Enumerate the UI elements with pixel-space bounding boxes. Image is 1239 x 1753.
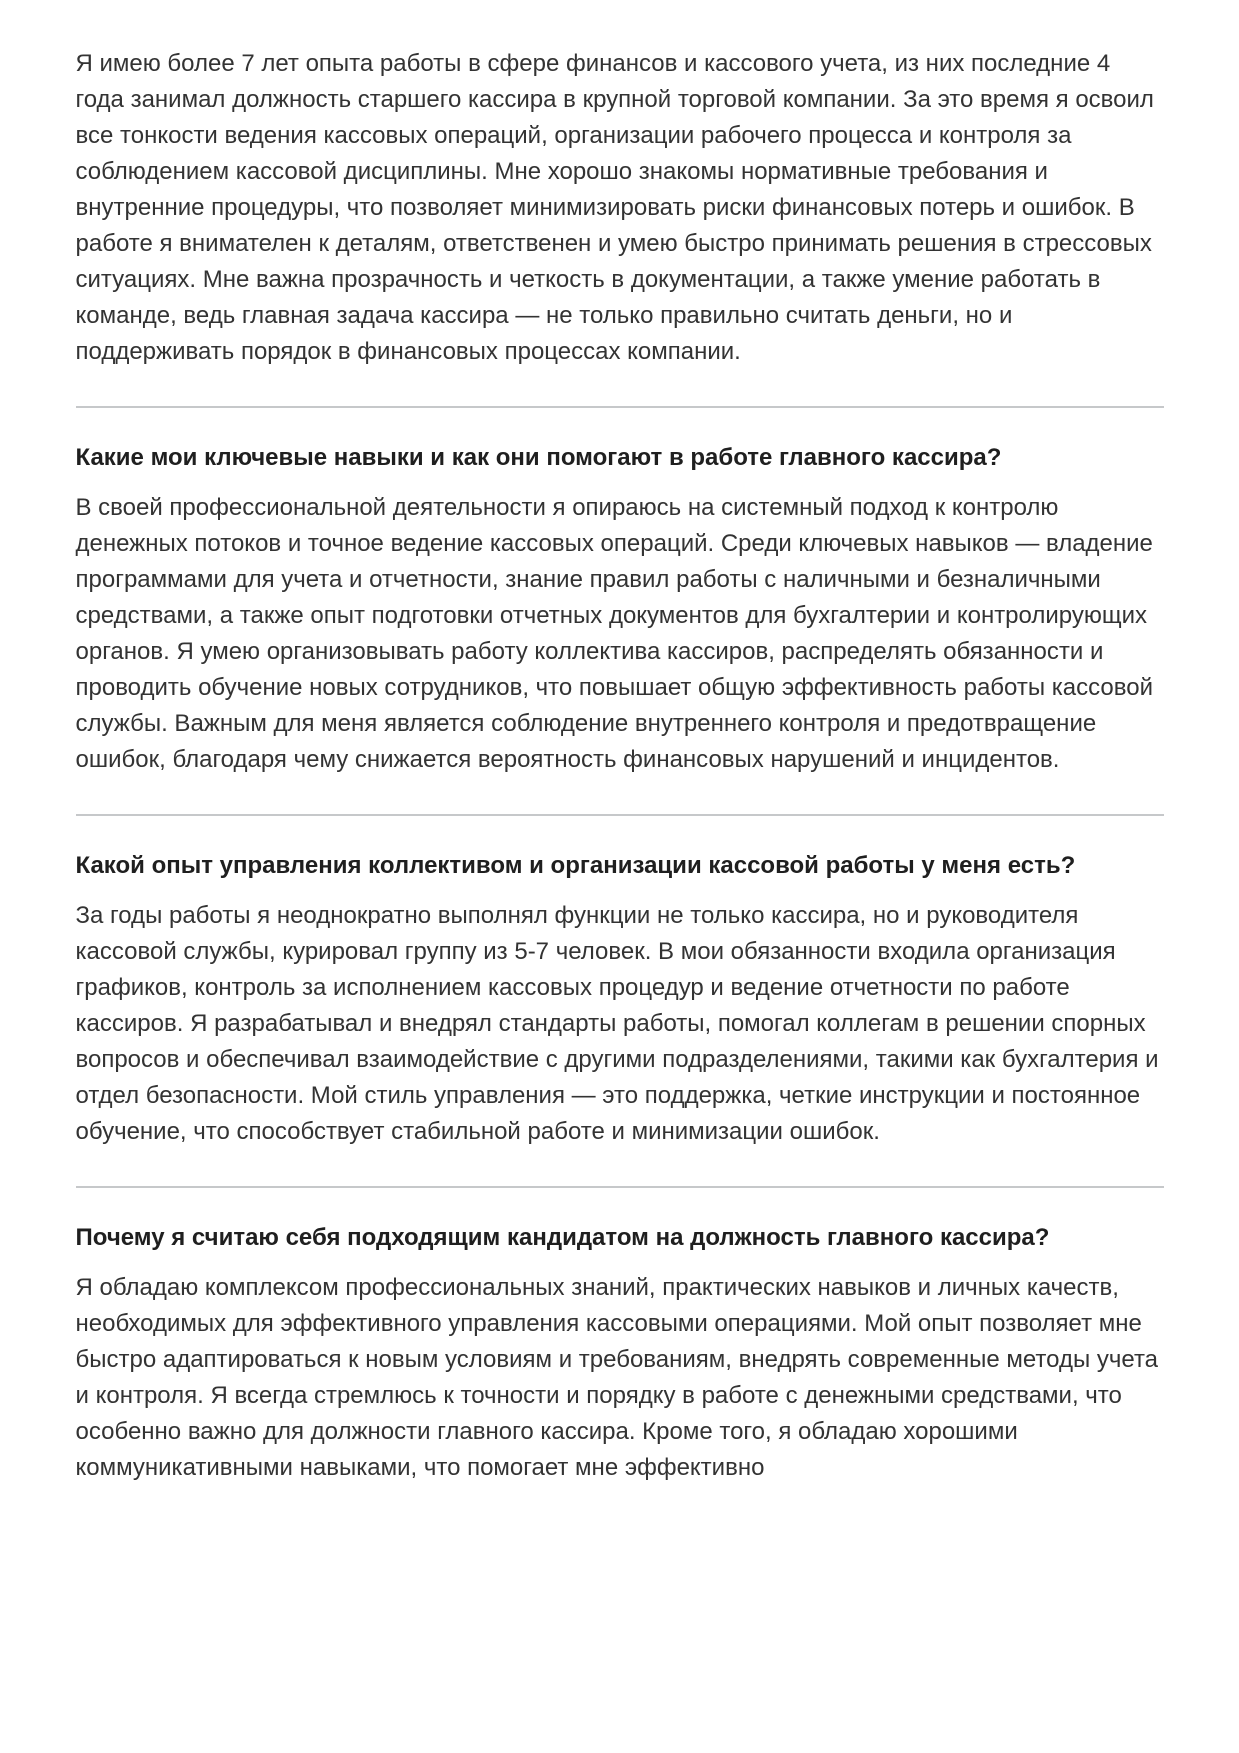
section-divider [76,1186,1164,1188]
document-body [76,0,1164,1486]
question-heading: Почему я считаю себя подходящим кандидатом на должность главного кассира? [75,1224,1050,1251]
section-divider [76,406,1164,408]
section-divider [76,814,1164,816]
answer-paragraph: За годы работы я неоднократно выполнял функции не только кассира, но и руководителя кассовой службы, курировал группу из 5-7 человек. В мои обязанности входила организация графиков, контроль за исполнением кассовых процедур и ведение отчетности по работе кассиров. Я разрабатывал и внедрял стандарты работы, помогал коллегам в решении спорных вопросов и обеспечивал взаимодействие с другими подразделениями, такими как бухгалтерия и отдел безопасности. Мой стиль управления — это поддержка, четкие инструкции и постоянное обучение, что способствует стабильной работе и минимизации ошибок. [75,902,1159,1145]
answer-paragraph: В своей профессиональной деятельности я опираюсь на системный подход к контролю денежных потоков и точное ведение кассовых операций. Среди ключевых навыков — владение программами для учета и отчетности, знание правил работы с наличными и безналичными средствами, а также опыт подготовки отчетных документов для бухгалтерии и контролирующих органов. Я умею организовывать работу коллектива кассиров, распределять обязанности и проводить обучение новых сотрудников, что повышает общую эффективность работы кассовой службы. Важным для меня является соблюдение внутреннего контроля и предотвращение ошибок, благодаря чему снижается вероятность финансовых нарушений и инцидентов. [75,494,1154,773]
question-heading: Какой опыт управления коллективом и организации кассовой работы у меня есть? [75,852,1076,879]
answer-paragraph: Я обладаю комплексом профессиональных знаний, практических навыков и личных качеств, необходимых для эффективного управления кассовыми операциями. Мой опыт позволяет мне быстро адаптироваться к новым условиям и требованиям, внедрять современные методы учета и контроля. Я всегда стремлюсь к точности и порядку в работе с денежными средствами, что особенно важно для должности главного кассира. Кроме того, я обладаю хорошими коммуникативными навыками, что помогает мне эффективно [75,1274,1159,1481]
answer-paragraph: Я имею более 7 лет опыта работы в сфере финансов и кассового учета, из них последние 4 года занимал должность старшего кассира в крупной торговой компании. За это время я освоил все тонкости ведения кассовых операций, организации рабочего процесса и контроля за соблюдением кассовой дисциплины. Мне хорошо знакомы нормативные требования и внутренние процедуры, что позволяет минимизировать риски финансовых потерь и ошибок. В работе я внимателен к деталям, ответственен и умею быстро принимать решения в стрессовых ситуациях. Мне важна прозрачность и четкость в документации, а также умение работать в команде, ведь главная задача кассира — не только правильно считать деньги, но и поддерживать порядок в финансовых процессах компании. [75,50,1154,365]
question-heading: Какие мои ключевые навыки и как они помогают в работе главного кассира? [75,444,1002,471]
